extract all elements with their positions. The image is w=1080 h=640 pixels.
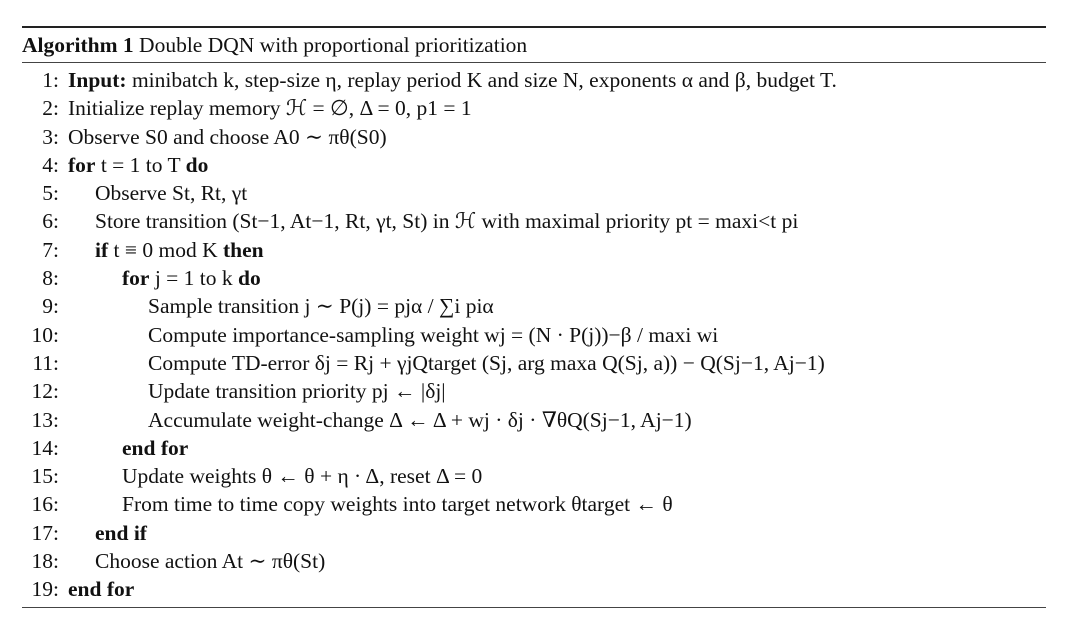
line-content: Compute TD-error δj = Rj + γjQtarget (Sj, arg maxa Q(Sj, a)) − Q(Sj−1, Aj−1): [148, 350, 825, 375]
algorithm-title: Double DQN with proportional prioritization: [139, 33, 528, 57]
line-content: [68, 434, 188, 462]
algorithm-line: [22, 94, 1046, 122]
keyword-for: for: [122, 266, 150, 291]
line-number: 2:: [42, 96, 59, 121]
line-content: Store transition (St−1, At−1, Rt, γt, St) in ℋ with maximal priority pt = maxi<t pi: [95, 209, 799, 234]
line-number: 7:: [42, 237, 59, 262]
line-content: [68, 264, 261, 292]
line-content: [68, 66, 837, 94]
line-number: 4:: [42, 152, 59, 177]
line-content: Compute importance-sampling weight wj = (N · P(j))−β / maxi wi: [148, 322, 719, 347]
algorithm-line: [22, 462, 1046, 490]
keyword-for: for: [68, 152, 96, 177]
line-number: 1:: [42, 68, 59, 92]
line-content: Accumulate weight-change Δ ← Δ + wj · δj · ∇θQ(Sj−1, Aj−1): [148, 407, 692, 432]
line-content: Observe St, Rt, γt: [95, 181, 248, 206]
keyword-end-if: end if: [95, 520, 147, 545]
algorithm-line: [22, 236, 1046, 264]
line-content: Update weights θ ← θ + η · Δ, reset Δ = 0: [122, 464, 483, 489]
line-number: 5:: [42, 181, 59, 206]
keyword-do: do: [238, 266, 261, 291]
line-content: Update transition priority pj ← |δj|: [148, 379, 446, 404]
line-text: j = 1 to k: [154, 266, 233, 291]
algorithm-line: [22, 377, 1046, 405]
bottom-rule: [22, 607, 1046, 608]
line-content: [68, 575, 134, 603]
line-content: Observe S0 and choose A0 ∼ πθ(S0): [68, 124, 387, 149]
line-number: 9:: [42, 294, 59, 319]
line-number: 19:: [31, 577, 59, 602]
line-number: 13:: [31, 407, 59, 432]
algorithm-line: [22, 490, 1046, 518]
algorithm-line: [22, 66, 1046, 94]
line-content: Choose action At ∼ πθ(St): [95, 549, 326, 574]
algorithm-line: [22, 292, 1046, 320]
algorithm-line: [22, 349, 1046, 377]
line-text: minibatch k, step-size η, replay period K and size N, exponents α and β, budget T.: [131, 68, 837, 92]
line-number: 3:: [42, 124, 59, 149]
line-number: 14:: [31, 435, 59, 460]
keyword-input: Input:: [68, 68, 127, 92]
line-number: 12:: [31, 379, 59, 404]
line-number: 15:: [31, 464, 59, 489]
algorithm-box: [22, 26, 1046, 608]
line-number: 6:: [42, 209, 59, 234]
algorithm-lines: [22, 63, 1046, 604]
algorithm-line: [22, 123, 1046, 151]
algorithm-line: [22, 151, 1046, 179]
line-number: 17:: [31, 520, 59, 545]
line-number: 16:: [31, 492, 59, 517]
algorithm-line: [22, 434, 1046, 462]
algorithm-line: [22, 264, 1046, 292]
line-number: 8:: [42, 266, 59, 291]
keyword-then: then: [223, 237, 264, 262]
line-number: 10:: [31, 322, 59, 347]
algorithm-label: Algorithm 1: [22, 33, 134, 57]
line-content: Sample transition j ∼ P(j) = pjα / ∑i piα: [148, 294, 494, 319]
algorithm-line: [22, 406, 1046, 434]
keyword-end-for: end for: [68, 577, 135, 602]
algorithm-header: [22, 28, 1046, 57]
line-content: From time to time copy weights into target network θtarget ← θ: [122, 492, 673, 517]
line-text: t = 1 to T: [100, 152, 181, 177]
algorithm-line: [22, 519, 1046, 547]
line-content: Initialize replay memory ℋ = ∅, Δ = 0, p1 = 1: [68, 96, 472, 121]
line-content: [68, 236, 264, 264]
algorithm-line: [22, 207, 1046, 235]
line-number: 11:: [32, 350, 59, 375]
line-text: t ≡ 0 mod K: [113, 237, 218, 262]
keyword-end-for: end for: [122, 435, 189, 460]
line-number: 18:: [31, 549, 59, 574]
line-content: [68, 151, 208, 179]
keyword-if: if: [95, 237, 109, 262]
algorithm-line: [22, 547, 1046, 575]
keyword-do: do: [185, 152, 209, 177]
algorithm-line: [22, 575, 1046, 603]
line-content: [68, 519, 147, 547]
algorithm-line: [22, 321, 1046, 349]
algorithm-line: [22, 179, 1046, 207]
